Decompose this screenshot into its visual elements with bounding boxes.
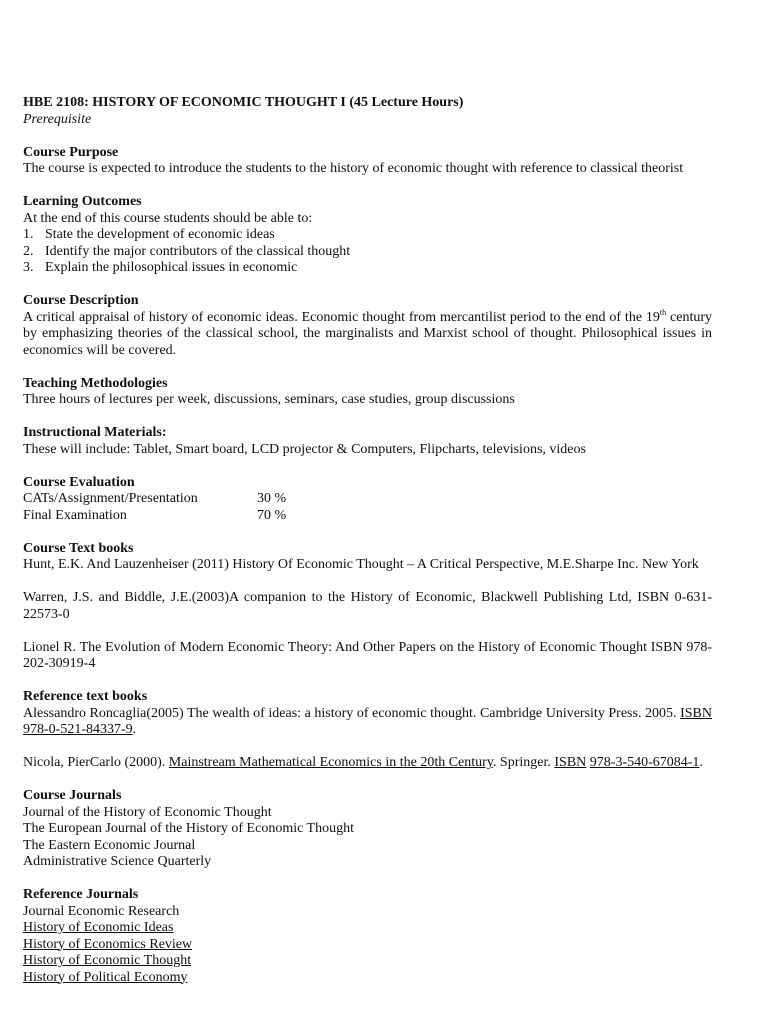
textbook-entry: Lionel R. The Evolution of Modern Economic Theory: And Other Papers on the History of Economic Thought ISBN 978-202-30919-4 [23,639,712,671]
learning-outcomes-list [23,227,712,277]
course-textbooks-section [23,541,712,673]
list-item-number: 3. [23,260,34,275]
course-evaluation-heading: Course Evaluation [23,474,135,490]
instructional-materials-text: These will include: Tablet, Smart board, LCD projector & Computers, Flipcharts, televisions, videos [23,441,586,457]
textbook-entry: Hunt, E.K. And Lauzenheiser (2011) History Of Economic Thought – A Critical Perspective, M.E.Sharpe Inc. New York [23,557,699,572]
course-description-text [23,307,712,360]
instructional-materials-section [23,425,712,458]
reference-book-publisher: . Springer. [492,755,555,770]
evaluation-label: CATs/Assignment/Presentation [23,491,198,506]
reference-book-tail: . [132,722,137,737]
prerequisite-label: Prerequisite [23,111,92,127]
description-text-start: A critical appraisal of history of economic ideas. Economic thought from mercantilist period to the end of the 19 [23,309,660,325]
list-item-number: 2. [23,243,34,259]
course-journals-section [23,788,712,871]
journal-link[interactable]: History of Economic Ideas [23,920,174,935]
evaluation-label: Final Examination [23,507,127,523]
journal-link[interactable]: History of Political Economy [23,969,188,985]
evaluation-value: 70 % [257,507,287,523]
list-item-text: Explain the philosophical issues in economic [45,260,298,275]
isbn-link[interactable]: ISBN [680,705,712,721]
reference-book-entry [23,755,712,772]
isbn-number-link[interactable]: 978-3-540-67084-1 [589,755,700,770]
isbn-number-link[interactable]: 978-0-521-84337-9 [23,722,133,737]
teaching-methodologies-section [23,376,712,409]
teaching-methodologies-heading: Teaching Methodologies [23,375,168,391]
superscript: th [659,307,667,317]
list-item-text: State the development of economic ideas [45,227,275,242]
reference-textbooks-heading: Reference text books [23,689,148,704]
journal-item: The Eastern Economic Journal [23,837,196,853]
learning-outcomes-intro: At the end of this course students should be able to: [23,210,313,226]
instructional-materials-heading: Instructional Materials: [23,425,167,440]
list-item-text: Identify the major contributors of the classical thought [45,243,351,259]
reference-book-tail: . [699,755,703,770]
course-purpose-section [23,145,712,178]
list-item [23,244,712,261]
course-description-heading: Course Description [23,293,139,308]
list-item [23,227,712,244]
reference-book-text: Alessandro Roncaglia(2005) The wealth of ideas: a history of economic thought. Cambridge University Press. 2005. [23,705,681,721]
textbook-entry: Warren, J.S. and Biddle, J.E.(2003)A companion to the History of Economic, Blackwell Publishing Ltd, ISBN 0-631-22573-0 [23,590,712,622]
evaluation-row [23,491,712,508]
course-description-section [23,293,712,359]
journal-item: Administrative Science Quarterly [23,854,212,869]
reference-journals-heading: Reference Journals [23,887,139,902]
journal-link[interactable]: History of Economics Review [23,936,193,952]
evaluation-value: 30 % [257,491,287,506]
reference-textbooks-section [23,689,712,772]
book-title-link[interactable]: Mainstream Mathematical Economics in the 20th Century [168,755,493,770]
course-purpose-heading: Course Purpose [23,144,119,160]
reference-book-entry [23,706,712,739]
teaching-methodologies-text: Three hours of lectures per week, discussions, seminars, case studies, group discussions [23,392,515,407]
course-evaluation-section [23,475,712,525]
journal-link[interactable]: History of Economic Thought [23,953,192,968]
learning-outcomes-section [23,194,712,277]
evaluation-row [23,508,712,525]
list-item-number: 1. [23,227,34,242]
course-journals-heading: Course Journals [23,788,122,803]
journal-item: Journal Economic Research [23,903,180,919]
list-item [23,260,712,277]
course-title: HBE 2108: HISTORY OF ECONOMIC THOUGHT I (45 Lecture Hours) [23,95,464,110]
learning-outcomes-heading: Learning Outcomes [23,194,142,209]
reference-book-text: Nicola, PierCarlo (2000). [23,755,169,770]
course-outline [23,95,712,986]
course-purpose-text: The course is expected to introduce the students to the history of economic thought with reference to classical theorist [23,161,684,176]
reference-journals-section [23,887,712,986]
description-text-end: century by emphasizing theories of the classical school, the marginalists and Marxist school of thought. Philosophical issues in economics will be covered. [23,309,712,358]
course-textbooks-heading: Course Text books [23,540,134,556]
journal-item: Journal of the History of Economic Thought [23,804,272,820]
journal-item: The European Journal of the History of Economic Thought [23,821,354,836]
isbn-link[interactable]: ISBN [554,755,587,770]
